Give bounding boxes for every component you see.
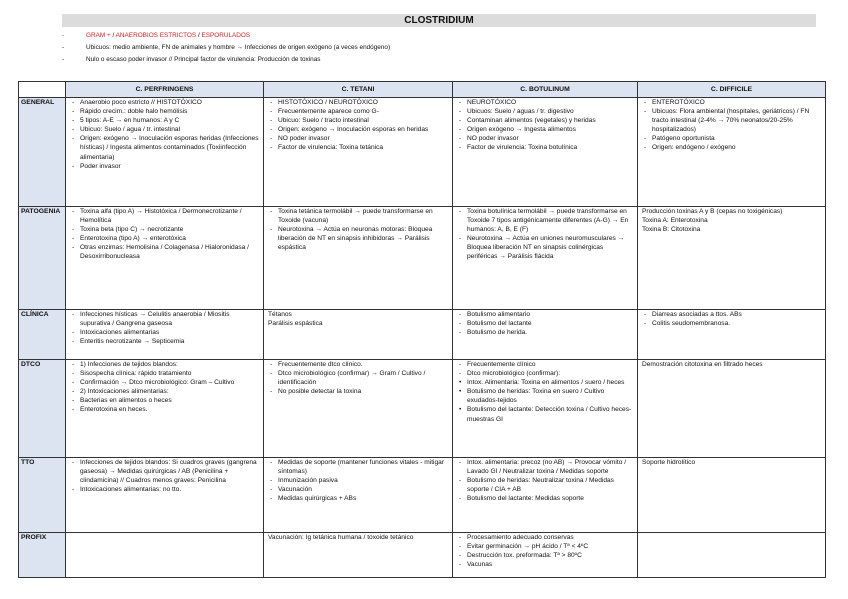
list-item: - Ubicuos: Suelo / aguas / tr. digestivo (457, 107, 633, 116)
list-item: - Contaminan alimentos (vegetales) y heridas (457, 116, 633, 125)
list-item: - Medidas de soporte (mantener funciones vitales - mitigar síntomas) (268, 458, 448, 476)
corner-cell (19, 82, 66, 98)
table-cell (264, 360, 453, 458)
row-header: GENERAL (19, 98, 66, 207)
list-item: - Enteritis necrotizante → Septicemia (70, 337, 259, 346)
table-cell (264, 533, 453, 578)
list-item: - Destrucción tox. preformada: Tª > 80ºC (457, 551, 633, 560)
cell-line: Soporte hidrolítico (642, 459, 696, 466)
list-item: - 1) Infecciones de tejidos blandos: (70, 360, 259, 369)
list-item: - Procesamiento adecuado conservas (457, 533, 633, 542)
list-item: - Botulismo alimentario (457, 310, 633, 319)
list-item: - No posible detectar la toxina (268, 387, 448, 396)
list-item: - Ubicuo: Suelo / agua / tr. intestinal (70, 125, 259, 134)
list-item: - Origen exógeno → Ingesta alimentos (457, 125, 633, 134)
col-header-tetani: C. TETANI (264, 82, 453, 98)
col-header-perfringens: C. PERFRINGENS (66, 82, 264, 98)
list-item: - ENTEROTÓXICO (642, 98, 821, 107)
list-item: - Otras enzimas: Hemolisina / Colagenasa / Hialoronidasa / Desoxirribonucleasa (70, 243, 259, 261)
list-item: - Inmunización pasiva (268, 476, 448, 485)
list-item: - Colitis seudomembranosa. (642, 319, 821, 328)
list-item: - Frecuentemente aparece como G- (268, 107, 448, 116)
table-row (19, 98, 826, 207)
table-row (19, 310, 826, 360)
list-item: - Botulismo del lactante (457, 319, 633, 328)
cell-line: Tétanos (268, 311, 292, 318)
list-item: - Toxina tetánica termolábil → puede transformarse en Toxoide (vacuna) (268, 207, 448, 225)
list-item: - Medidas quirúrgicas + ABs (268, 494, 448, 503)
document-title: CLOSTRIDIUM (62, 14, 816, 27)
cell-line: Vacunación: Ig tetánica humana / toxoide tetánico (268, 534, 414, 541)
list-item: • Intox. Alimentaria: Toxina en alimentos / suero / heces (457, 378, 633, 387)
cell-line: Toxina B: Citotoxina (642, 226, 701, 234)
list-item: - Toxina botulínica termolábil → puede transformarse en Toxoide 7 tipos antigénicamente diferentes (A-G) → En humanos: A, B, E (F) (457, 207, 633, 234)
table-cell (66, 533, 264, 578)
list-item: - Botulismo de herida. (457, 328, 633, 337)
list-item: - Ubicuos: Flora ambiental (hospitales, geriátricos) / FN tracto intestinal (2-4% → 70% neonatos/20-25% hospitalizados) (642, 107, 821, 134)
table-body (19, 98, 826, 578)
row-header: TTO (19, 458, 66, 533)
list-item: - Origen: exógeno → Inoculación esporas heridas (Infecciones hísticas) / Ingesta alimentos contaminados (Toxiinfección alimentaria) (70, 134, 259, 161)
list-item: - NO poder invasor (457, 134, 633, 143)
table-cell (638, 360, 826, 458)
list-item: - Dtco microbiológico (confirmar) → Gram / Cultivo / identificación (268, 369, 448, 387)
list-item: - Toxina alfa (tipo A) → Histotóxica / Dermonecrotizante / Hemolítica (70, 207, 259, 225)
list-item: - NO poder invasor (268, 134, 448, 143)
list-item: - Origen: endógeno / exógeno (642, 143, 821, 152)
table-cell (453, 98, 638, 207)
list-item: - Botulismo del lactante: Medidas soporte (457, 494, 633, 503)
clostridium-table (18, 81, 826, 578)
table-cell (66, 458, 264, 533)
cell-line: Toxina A: Enterotoxina (642, 217, 708, 225)
row-header: DTCO (19, 360, 66, 458)
list-item: - Evitar germinación → pH ácido / Tª < 4ºC (457, 542, 633, 551)
table-cell (264, 207, 453, 310)
list-item: - HISTOTÓXICO / NEUROTÓXICO (268, 98, 448, 107)
cell-line: Demostración citotoxina en filtrado heces (642, 361, 763, 368)
list-item: - Infecciones hísticas → Celulitis anaerobia / Miositis supurativa / Gangrena gaseosa (70, 310, 259, 328)
cell-line: Producción toxinas A y B (cepas no toxigénicas) (642, 208, 783, 215)
table-cell (638, 458, 826, 533)
list-item: - 5 tipos: A-E → en humanos: A y C (70, 116, 259, 125)
list-item: - Sisospecha clínica: rápido tratamiento (70, 369, 259, 378)
list-item: - Toxina beta (tipo C) → necrotizante (70, 225, 259, 234)
list-item: - Bacterias en alimentos o heces (70, 396, 259, 405)
row-header: PROFIX (19, 533, 66, 578)
col-header-difficile: C. DIFFICILE (638, 82, 826, 98)
table-cell (66, 207, 264, 310)
list-item: - Poder invasor (70, 162, 259, 171)
intro-line-3: - Nulo o escaso poder invasor // Principal factor de virulencia: Producción de toxinas (62, 54, 822, 66)
table-cell (638, 207, 826, 310)
table-cell (264, 98, 453, 207)
list-item: - Frecuentemente dtco clínico. (268, 360, 448, 369)
list-item: - Factor de virulencia: Toxina botulínica (457, 143, 633, 152)
list-item: - Confirmación → Dtco microbiológico: Gram – Cultivo (70, 378, 259, 387)
table-cell (453, 207, 638, 310)
list-item: - Intox. alimentaria: precoz (no AB) → Provocar vómito / Lavado GI / Neutralizar toxina / Medidas soporte (457, 458, 633, 476)
table-cell (264, 458, 453, 533)
list-item: - Enterotoxina (tipo A) → enterotóxica (70, 234, 259, 243)
list-item: - Vacunación (268, 485, 448, 494)
list-item: - Patógeno oportunista (642, 134, 821, 143)
list-item: - Diarreas asociadas a ttos. ABs (642, 310, 821, 319)
list-item: • Botulismo del lactante: Detección toxina / Cultivo heces- muestras GI (457, 405, 633, 423)
list-item: - Rápido crecim.: doble halo hemólisis (70, 107, 259, 116)
intro-line-1: - GRAM + / ANAEROBIOS ESTRICTOS / ESPORULADOS (62, 30, 822, 42)
list-item: - Infecciones de tejidos blandos: Si cuadros graves (gangrena gaseosa) → Medidas quirúrgicas / AB (Penicilina + clindamicina) // Cuadros menos graves: Penicilina (70, 458, 259, 485)
table-cell (453, 458, 638, 533)
table-row (19, 458, 826, 533)
list-item: - Neurotoxina → Actúa en uniones neuromusculares → Bloquea liberación NT en sinapsis colinérgicas periféricas → Parálisis flácida (457, 234, 633, 261)
table-cell (638, 98, 826, 207)
col-header-botulinum: C. BOTULINUM (453, 82, 638, 98)
table-cell (66, 310, 264, 360)
list-item: - Origen: exógeno → Inoculación esporas en heridas (268, 125, 448, 134)
list-item: • Botulismo de heridas: Toxina en suero / Cultivo exudados-tejidos (457, 387, 633, 405)
list-item: - Vacunas (457, 560, 633, 569)
table-cell (453, 310, 638, 360)
intro-bullets (62, 30, 822, 66)
row-header: CLÍNICA (19, 310, 66, 360)
row-header: PATOGENIA (19, 207, 66, 310)
list-item: - NEUROTÓXICO (457, 98, 633, 107)
table-cell (453, 533, 638, 578)
table-row (19, 533, 826, 578)
list-item: - Factor de virulencia: Toxina tetánica (268, 143, 448, 152)
list-item: - Anaerobio poco estricto // HISTOTÓXICO (70, 98, 259, 107)
table-cell (638, 310, 826, 360)
table-cell (453, 360, 638, 458)
list-item: - Intoxicaciones alimentarias: no tto. (70, 485, 259, 494)
cell-line: Parálisis espástica (268, 320, 323, 328)
list-item: - 2) Intoxicaciones alimentarias: (70, 387, 259, 396)
list-item: - Ubicuo: Suelo / tracto intestinal (268, 116, 448, 125)
table-cell (264, 310, 453, 360)
table-row (19, 360, 826, 458)
table-row (19, 207, 826, 310)
table-cell (66, 360, 264, 458)
list-item: - Enterotoxina en heces. (70, 405, 259, 414)
list-item: - Botulismo de heridas: Neutralizar toxina / Medidas soporte / CIA + AB (457, 476, 633, 494)
table-cell (638, 533, 826, 578)
intro-line-2: - Ubicuos: medio ambiente, FN de animales y hombre → Infecciones de origen exógeno (a veces endógeno) (62, 42, 822, 54)
table-cell (66, 98, 264, 207)
list-item: - Intoxicaciones alimentarias (70, 328, 259, 337)
list-item: - Frecuentemente clínico (457, 360, 633, 369)
list-item: - Dtco microbiológico (confirmar): (457, 369, 633, 378)
list-item: - Neurotoxina → Actúa en neuronas motoras: Bloquea liberación de NT en sinapsis inhibidoras → Parálisis espástica (268, 225, 448, 252)
